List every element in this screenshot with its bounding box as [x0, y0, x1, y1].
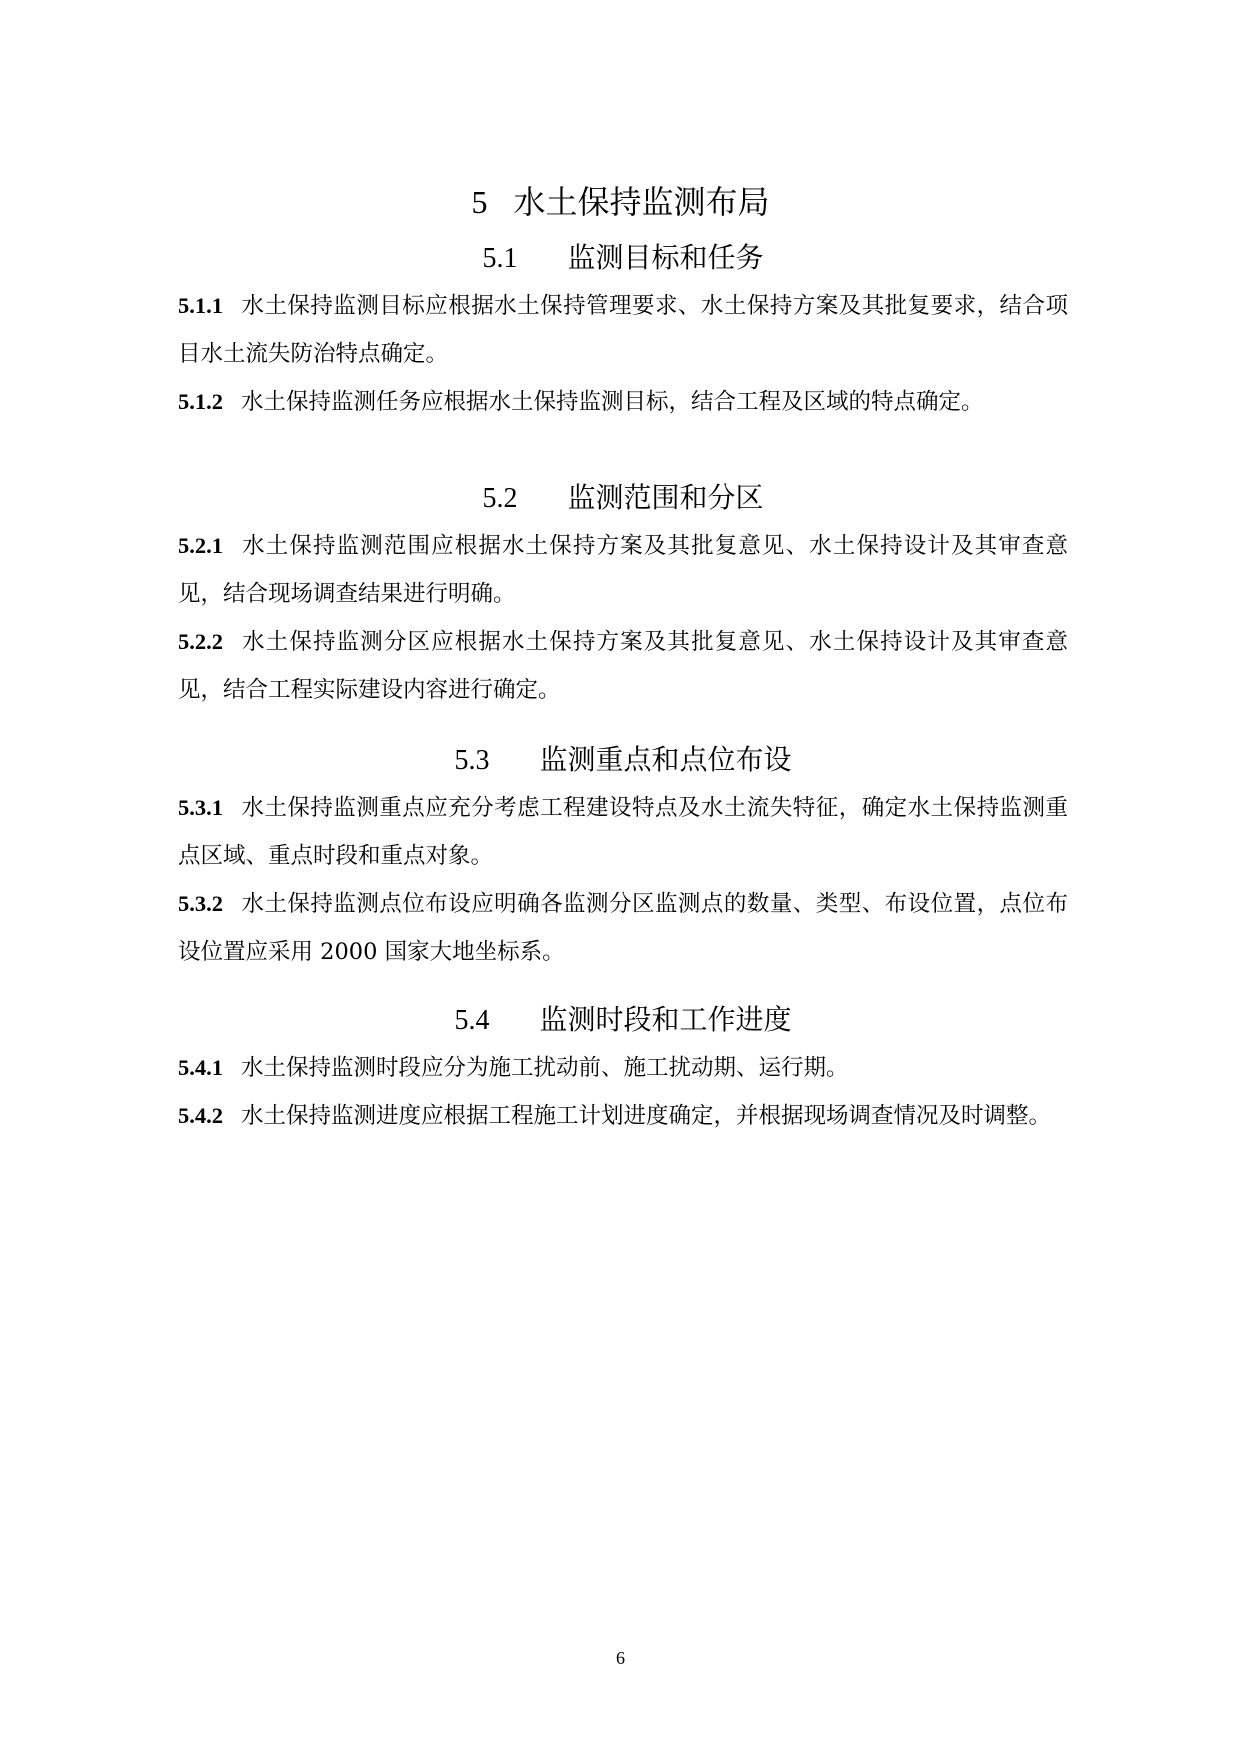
section-5-3 [178, 738, 1068, 976]
clause-text: 水土保持监测分区应根据水土保持方案及其批复意见、水土保持设计及其审查意见，结合工程实际建设内容进行确定。 [178, 629, 1068, 703]
section-heading [178, 476, 1068, 520]
clause-number: 5.3.2 [178, 891, 223, 916]
clause-text: 水土保持监测点位布设应明确各监测分区监测点的数量、类型、布设位置，点位布设位置应采用 2000 国家大地坐标系。 [178, 891, 1068, 965]
section-5-4 [178, 998, 1068, 1140]
clause-number: 5.2.2 [178, 629, 223, 654]
clause [178, 784, 1068, 880]
section-title: 监测目标和任务 [567, 241, 764, 274]
clause-text: 水土保持监测时段应分为施工扰动前、施工扰动期、运行期。 [241, 1055, 849, 1081]
clause-number: 5.4.2 [178, 1103, 223, 1128]
clause-text: 水土保持监测目标应根据水土保持管理要求、水土保持方案及其批复要求，结合项目水土流失防治特点确定。 [178, 293, 1068, 367]
clause [178, 880, 1068, 976]
chapter-title-text: 水土保持监测布局 [513, 183, 770, 221]
section-number: 5.1 [482, 243, 518, 274]
clause-text: 水土保持监测任务应根据水土保持监测目标，结合工程及区域的特点确定。 [241, 389, 984, 415]
clause-text: 水土保持监测重点应充分考虑工程建设特点及水土流失特征，确定水土保持监测重点区域、重点时段和重点对象。 [178, 795, 1068, 869]
section-heading [178, 236, 1068, 280]
section-title: 监测范围和分区 [567, 481, 764, 514]
section-title: 监测重点和点位布设 [539, 743, 792, 776]
clause [178, 1044, 1068, 1092]
clause-number: 5.3.1 [178, 795, 223, 820]
clause [178, 618, 1068, 714]
clause-number: 5.2.1 [178, 533, 223, 558]
clause-number: 5.1.1 [178, 293, 223, 318]
clause-number: 5.1.2 [178, 389, 223, 414]
clause-number: 5.4.1 [178, 1055, 223, 1080]
section-heading [178, 738, 1068, 782]
section-heading [178, 998, 1068, 1042]
chapter-title [0, 178, 1241, 226]
section-number: 5.2 [482, 483, 518, 514]
section-5-2 [178, 476, 1068, 714]
clause-text: 水土保持监测范围应根据水土保持方案及其批复意见、水土保持设计及其审查意见，结合现场调查结果进行明确。 [178, 533, 1068, 607]
clause [178, 378, 1068, 426]
clause [178, 1092, 1068, 1140]
section-title: 监测时段和工作进度 [539, 1003, 792, 1036]
section-number: 5.4 [454, 1005, 490, 1036]
clause [178, 522, 1068, 618]
clause-text: 水土保持监测进度应根据工程施工计划进度确定，并根据现场调查情况及时调整。 [241, 1103, 1052, 1129]
section-number: 5.3 [454, 745, 490, 776]
section-5-1 [178, 236, 1068, 426]
chapter-number: 5 [471, 184, 488, 220]
page-number: 6 [616, 1648, 625, 1668]
clause [178, 282, 1068, 378]
